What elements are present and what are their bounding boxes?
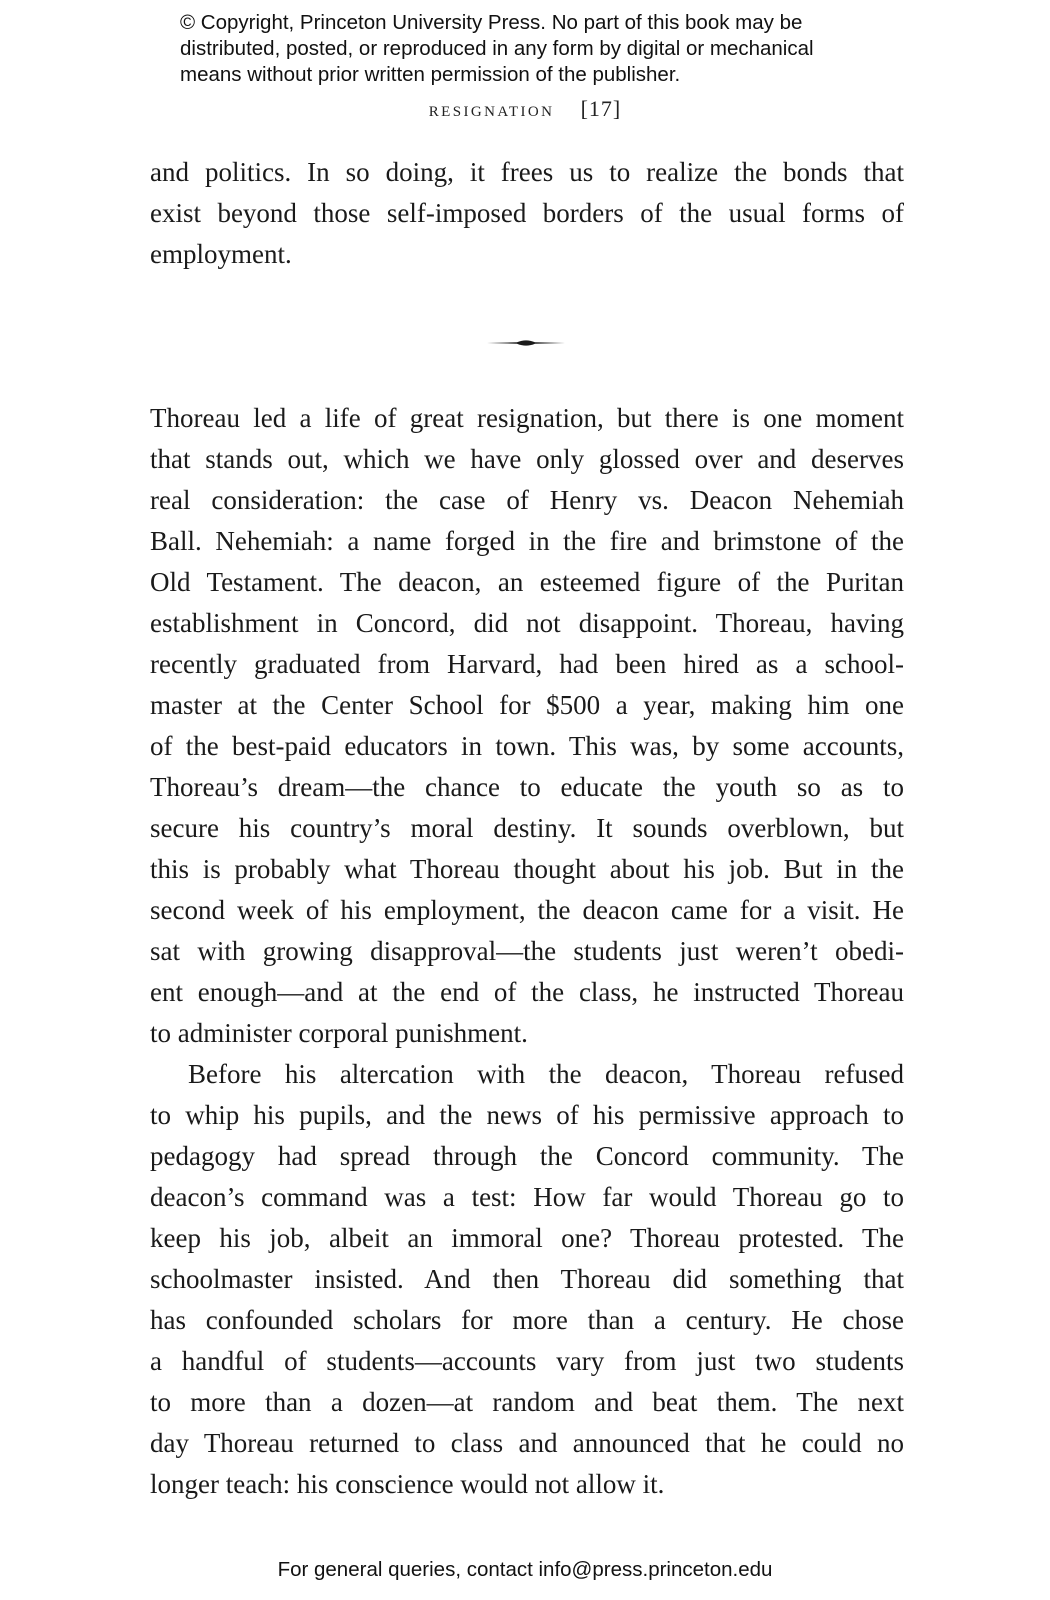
text-line: schoolmaster insisted. And then Thoreau did something that	[150, 1264, 904, 1294]
text-line: longer teach: his conscience would not allow it.	[150, 1469, 665, 1499]
text-line: that stands out, which we have only glossed over and deserves	[150, 444, 904, 474]
text-line: real consideration: the case of Henry vs. Deacon Nehemiah	[150, 485, 904, 515]
text-line: Ball. Nehemiah: a name forged in the fire and brimstone of the	[150, 526, 904, 556]
text-line: sat with growing disapproval—the students just weren’t obedi-	[150, 936, 904, 966]
text-line: second week of his employment, the deacon came for a visit. He	[150, 895, 904, 925]
text-line: to administer corporal punishment.	[150, 1018, 528, 1048]
section-break-ornament	[487, 338, 565, 348]
text-line: Before his altercation with the deacon, Thoreau refused	[188, 1059, 904, 1089]
text-line: Old Testament. The deacon, an esteemed figure of the Puritan	[150, 567, 904, 597]
paragraph-1	[150, 398, 904, 1054]
text-line: to whip his pupils, and the news of his permissive approach to	[150, 1100, 904, 1130]
text-line: exist beyond those self-imposed borders of the usual forms of	[150, 198, 904, 228]
text-line: this is probably what Thoreau thought about his job. But in the	[150, 854, 904, 884]
text-line: employment.	[150, 239, 292, 269]
page-number: [17]	[580, 96, 622, 121]
text-line: keep his job, albeit an immoral one? Thoreau protested. The	[150, 1223, 904, 1253]
text-line: Thoreau’s dream—the chance to educate the youth so as to	[150, 772, 904, 802]
text-line: establishment in Concord, did not disappoint. Thoreau, having	[150, 608, 904, 638]
text-line: Thoreau led a life of great resignation, but there is one moment	[150, 403, 904, 433]
copyright-line: distributed, posted, or reproduced in any form by digital or mechanical	[180, 37, 814, 60]
text-line: has confounded scholars for more than a century. He chose	[150, 1305, 904, 1335]
copyright-line: means without prior written permission of the publisher.	[180, 63, 681, 86]
text-line: deacon’s command was a test: How far would Thoreau go to	[150, 1182, 904, 1212]
section-title: resignation	[428, 96, 555, 121]
text-line: of the best-paid educators in town. This was, by some accounts,	[150, 731, 904, 761]
text-line: and politics. In so doing, it frees us to realize the bonds that	[150, 157, 904, 187]
copyright-line: © Copyright, Princeton University Press. No part of this book may be	[180, 11, 803, 34]
running-head	[0, 96, 1050, 122]
body-text	[150, 398, 904, 1505]
text-line: secure his country’s moral destiny. It sounds overblown, but	[150, 813, 904, 843]
footer-contact: For general queries, contact info@press.princeton.edu	[277, 1558, 773, 1581]
paragraph-2	[150, 1054, 904, 1505]
top-paragraph	[150, 152, 904, 275]
text-line: master at the Center School for $500 a year, making him one	[150, 690, 904, 720]
copyright-notice	[180, 10, 900, 88]
text-line: recently graduated from Harvard, had been hired as a school-	[150, 649, 904, 679]
text-line: pedagogy had spread through the Concord community. The	[150, 1141, 904, 1171]
text-line: ent enough—and at the end of the class, he instructed Thoreau	[150, 977, 904, 1007]
text-line: a handful of students—accounts vary from just two students	[150, 1346, 904, 1376]
text-line: day Thoreau returned to class and announced that he could no	[150, 1428, 904, 1458]
text-line: to more than a dozen—at random and beat them. The next	[150, 1387, 904, 1417]
